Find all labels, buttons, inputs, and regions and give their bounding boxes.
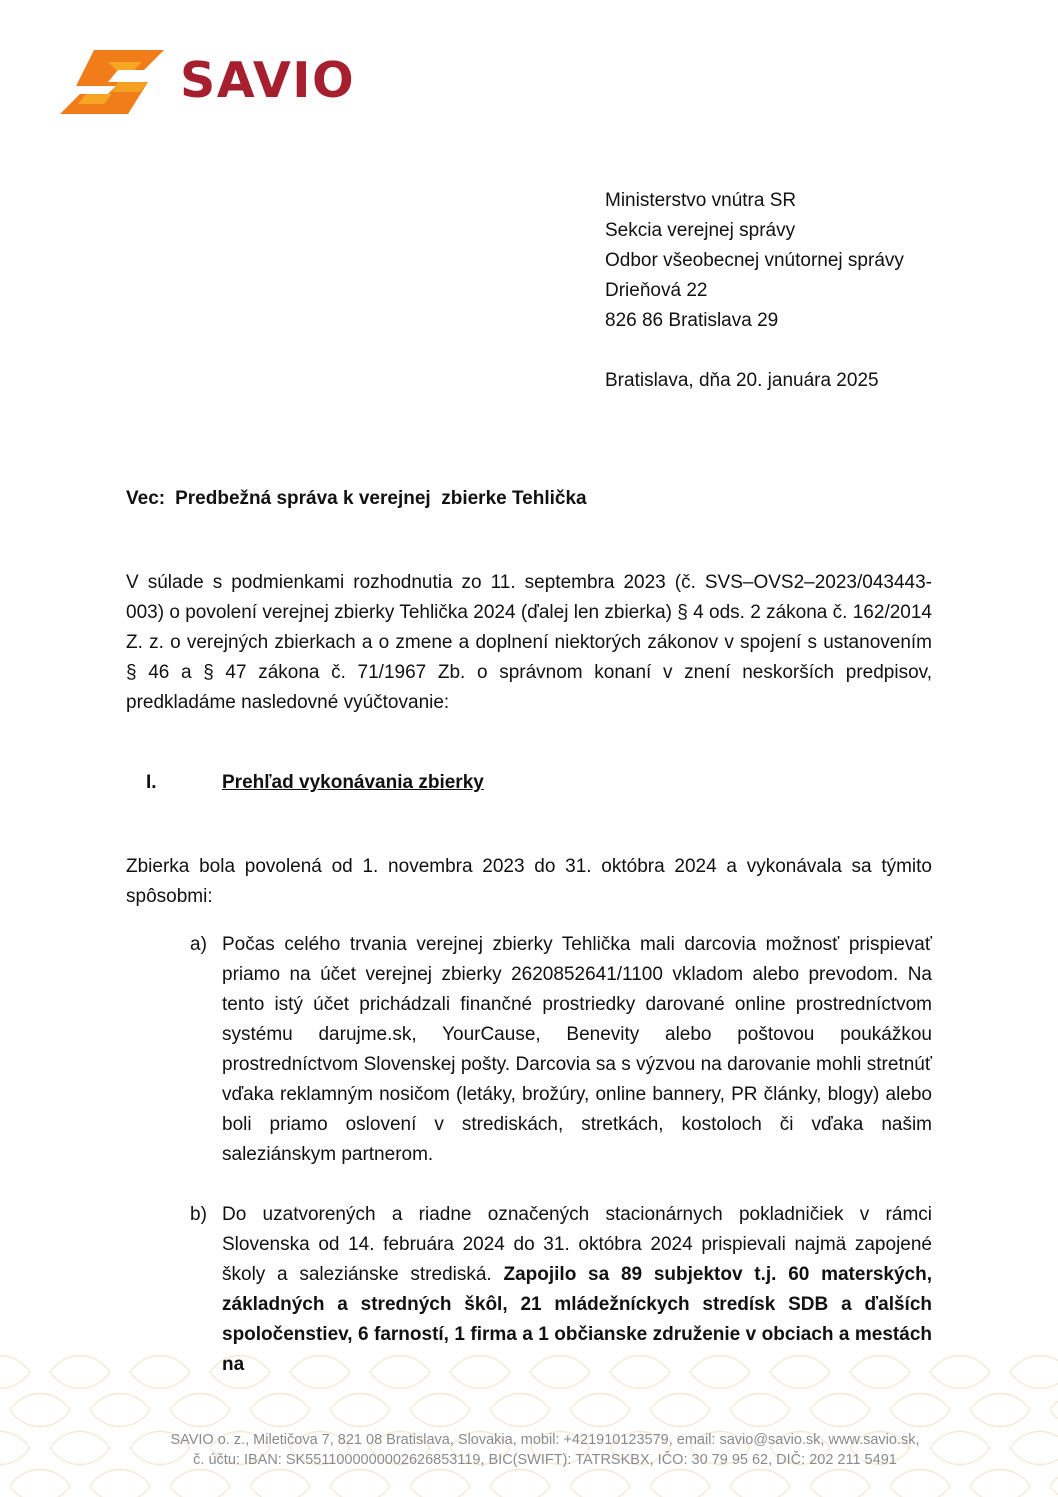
footer-pattern-wave [730,1470,790,1497]
address-line: Sekcia verejnej správy [605,220,796,241]
footer-pattern-wave [850,1356,910,1389]
footer-pattern-wave [210,1356,270,1389]
footer-pattern-wave [330,1470,390,1497]
savio-logo-text: SAVIO [180,52,356,109]
footer-pattern-wave [0,1432,30,1465]
footer-pattern-wave [370,1356,430,1389]
section-number: I. [146,772,157,793]
footer-pattern-wave [170,1394,230,1427]
footer-bank-line: č. účtu: IBAN: SK5511000000002626853119, BIC(SWIFT): TATRSKBX, IČO: 30 79 95 62, DIČ: 202 211 5491 [193,1452,897,1468]
footer-pattern-wave [570,1470,630,1497]
footer-pattern-wave [0,1356,30,1389]
footer-pattern-wave [10,1470,70,1497]
footer-pattern-wave [970,1394,1030,1427]
footer-pattern-wave [570,1394,630,1427]
footer-pattern-wave [250,1470,310,1497]
footer-pattern-wave [1050,1394,1058,1427]
intro-paragraph: V súlade s podmienkami rozhodnutia zo 11. septembra 2023 (č. SVS–OVS2–2023/043443-003) o povolení verejnej zbierky Tehlička 2024 (ďalej len zbierka) § 4 ods. 2 zákona č. 162/2014 Z. z. o verejných zbierkach a o zmene a doplnení niektorých zákonov v spojení s ustanovením § 46 a § 47 zákona č. 71/1967 Zb. o správnom konaní v znení neskorších predpisov, predkladáme nasledovné vyúčtovanie: [126,572,932,713]
recipient-address [605,186,904,336]
address-line: 826 86 Bratislava 29 [605,310,779,331]
footer-pattern-wave [410,1394,470,1427]
footer-pattern-wave [810,1470,870,1497]
footer-pattern-wave [90,1394,150,1427]
subject-label: Vec: [126,488,166,509]
footer-pattern-wave [450,1356,510,1389]
letter-date: Bratislava, dňa 20. januára 2025 [605,370,879,391]
savio-logo [56,42,356,124]
footer-pattern-wave [490,1470,550,1497]
footer-pattern-wave [970,1470,1030,1497]
footer-pattern-wave [170,1470,230,1497]
list-item-marker: b) [190,1204,207,1225]
footer-pattern-wave [10,1394,70,1427]
savio-logo-mark-icon [56,42,170,122]
footer-pattern-wave [50,1432,110,1465]
footer-pattern-wave [930,1432,990,1465]
list-item-marker: a) [190,934,207,955]
footer-pattern-wave [330,1394,390,1427]
footer-pattern-wave [1050,1470,1058,1497]
subject-text: Predbežná správa k verejnej zbierke Tehlička [175,488,587,509]
footer-pattern-wave [290,1356,350,1389]
footer-pattern-wave [1010,1356,1058,1389]
footer-pattern-wave [610,1356,670,1389]
footer-pattern-wave [890,1394,950,1427]
footer-pattern-wave [490,1394,550,1427]
address-line: Odbor všeobecnej vnútornej správy [605,250,904,271]
footer-pattern-wave [690,1356,750,1389]
footer-pattern-wave [130,1356,190,1389]
footer-pattern-wave [650,1470,710,1497]
address-line: Drieňová 22 [605,280,708,301]
footer-pattern-wave [770,1356,830,1389]
letter-footer [160,1430,930,1470]
footer-contact-line: SAVIO o. z., Miletičova 7, 821 08 Bratislava, Slovakia, mobil: +421910123579, email: savio@savio.sk, www.savio.sk, [170,1432,920,1448]
section-title: Prehľad vykonávania zbierky [222,772,484,793]
footer-pattern-wave [890,1470,950,1497]
footer-pattern-wave [810,1394,870,1427]
footer-pattern-wave [530,1356,590,1389]
footer-pattern-wave [90,1470,150,1497]
list-item-text: Počas celého trvania verejnej zbierky Tehlička mali darcovia možnosť prispievať priamo na účet verejnej zbierky 2620852641/1100 vkladom alebo prevodom. Na tento istý účet prichádzali finančné prostriedky darované online prostredníctvom systému darujme.sk, YourCause, Benevity alebo poštovou poukážkou prostredníctvom Slovenskej pošty. Darcovia sa s výzvou na darovanie mohli stretnúť vďaka reklamným nosičom (letáky, brožúry, online bannery, PR články, blogy) alebo boli priamo oslovení v strediskách, stretkách, kostoloch či vďaka našim saleziánskym partnerom. [222,934,932,1165]
footer-pattern-wave [50,1356,110,1389]
subject-line [126,488,587,510]
list-item-text-bold: Zapojilo sa 89 subjektov t.j. 60 materských, základných a stredných škôl, 21 mládežníckych stredísk SDB a ďalších spoločenstiev, 6 farností, 1 firma a 1 občianske združenie v obciach a mestách na [222,1264,932,1375]
footer-pattern-wave [730,1394,790,1427]
footer-pattern-wave [250,1394,310,1427]
footer-pattern-wave [1010,1432,1058,1465]
footer-pattern-wave [650,1394,710,1427]
zbierka-paragraph: Zbierka bola povolená od 1. novembra 2023 do 31. októbra 2024 a vykonávala sa týmito spôsobmi: [126,856,932,907]
footer-pattern-watermark [0,1352,1058,1497]
footer-pattern-wave [410,1470,470,1497]
address-line: Ministerstvo vnútra SR [605,190,797,211]
footer-pattern-wave [930,1356,990,1389]
list-item-text-regular: Do uzatvorených a riadne označených stacionárnych pokladničiek v rámci Slovenska od 14. februára 2024 do 31. októbra 2024 prispievali najmä zapojené školy a saleziánske strediská. [222,1204,932,1285]
